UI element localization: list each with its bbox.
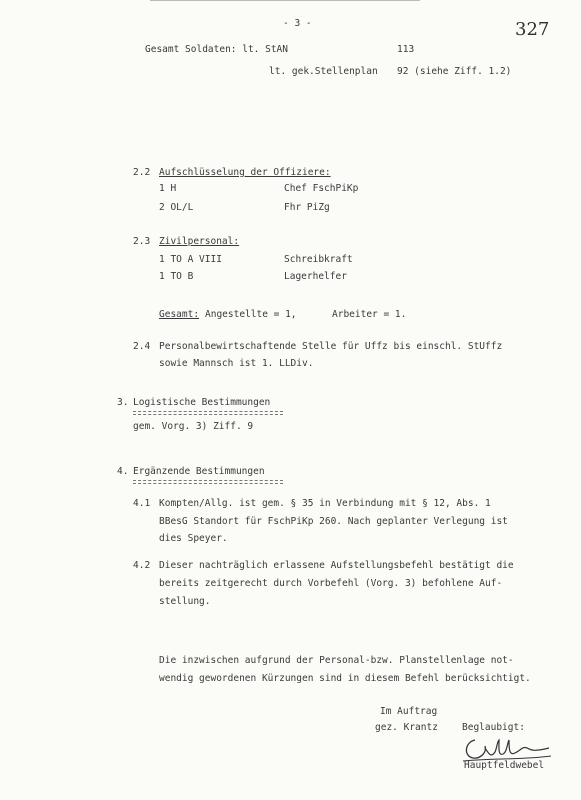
officer-row-role: Chef FschPiKp bbox=[284, 183, 359, 194]
certified-label: Beglaubigt: bbox=[462, 722, 525, 733]
soldiers-total-label: Gesamt Soldaten: lt. StAN bbox=[145, 44, 288, 55]
page-top-edge bbox=[150, 0, 420, 1]
section-2-3-heading: Zivilpersonal: bbox=[159, 236, 240, 247]
section-4-heading: Ergänzende Bestimmungen bbox=[133, 466, 265, 477]
section-2-3-number: 2.3 bbox=[133, 236, 151, 247]
section-4-2-line: Dieser nachträglich erlassene Aufstellungsbefehl bestätigt die bbox=[159, 560, 514, 571]
section-2-4-line: Personalbewirtschaftende Stelle für Uffz bis einschl. StUffz bbox=[159, 341, 503, 352]
heading-underline bbox=[133, 411, 283, 412]
heading-underline bbox=[133, 414, 283, 415]
section-4-1-line: BBesG Standort für FschPiKp 260. Nach geplanter Verlegung ist bbox=[159, 516, 508, 527]
signatory-rank: Hauptfeldwebel bbox=[464, 760, 545, 771]
soldiers-stan-value: 113 bbox=[397, 44, 415, 55]
civilian-total-label: Gesamt: bbox=[159, 309, 200, 320]
section-4-2-number: 4.2 bbox=[133, 560, 151, 571]
officer-row-role: Fhr PiZg bbox=[284, 202, 330, 213]
section-4-1-line: dies Speyer. bbox=[159, 533, 228, 544]
officer-row-count: 1 H bbox=[159, 183, 177, 194]
section-4-number: 4. bbox=[117, 466, 129, 477]
section-2-4-line: sowie Mannsch ist 1. LLDiv. bbox=[159, 358, 314, 369]
soldiers-plan-label: lt. gek.Stellenplan bbox=[269, 66, 378, 77]
civilian-row-count: 1 TO B bbox=[159, 271, 194, 282]
heading-underline bbox=[133, 483, 283, 484]
civilian-employees-total: Angestellte = 1, bbox=[205, 309, 297, 320]
closing-line: Die inzwischen aufgrund der Personal-bzw. Planstellenlage not- bbox=[159, 655, 514, 666]
civilian-workers-total: Arbeiter = 1. bbox=[332, 309, 407, 320]
civilian-row-count: 1 TO A VIII bbox=[159, 254, 222, 265]
section-3-number: 3. bbox=[117, 397, 129, 408]
signed-by: gez. Krantz bbox=[375, 722, 438, 733]
page-marker: - 3 - bbox=[283, 18, 312, 29]
section-4-2-line: bereits zeitgerecht durch Vorbefehl (Vorg. 3) befohlene Auf- bbox=[159, 578, 503, 589]
soldiers-plan-value: 92 (siehe Ziff. 1.2) bbox=[397, 66, 512, 77]
section-2-4-number: 2.4 bbox=[133, 341, 151, 352]
section-2-2-heading: Aufschlüsselung der Offiziere: bbox=[159, 167, 331, 178]
im-auftrag: Im Auftrag bbox=[380, 706, 438, 717]
archive-page-number: 327 bbox=[515, 19, 550, 40]
civilian-row-role: Lagerhelfer bbox=[284, 271, 347, 282]
closing-line: wendig gewordenen Kürzungen sind in diesem Befehl berücksichtigt. bbox=[159, 673, 531, 684]
heading-underline bbox=[133, 480, 283, 481]
section-3-heading: Logistische Bestimmungen bbox=[133, 397, 271, 408]
section-4-1-number: 4.1 bbox=[133, 498, 151, 509]
civilian-row-role: Schreibkraft bbox=[284, 254, 353, 265]
officer-row-count: 2 OL/L bbox=[159, 202, 194, 213]
section-3-text: gem. Vorg. 3) Ziff. 9 bbox=[133, 421, 254, 432]
section-4-2-line: stellung. bbox=[159, 596, 211, 607]
section-2-2-number: 2.2 bbox=[133, 167, 151, 178]
section-4-1-line: Kompten/Allg. ist gem. § 35 in Verbindung mit § 12, Abs. 1 bbox=[159, 498, 491, 509]
